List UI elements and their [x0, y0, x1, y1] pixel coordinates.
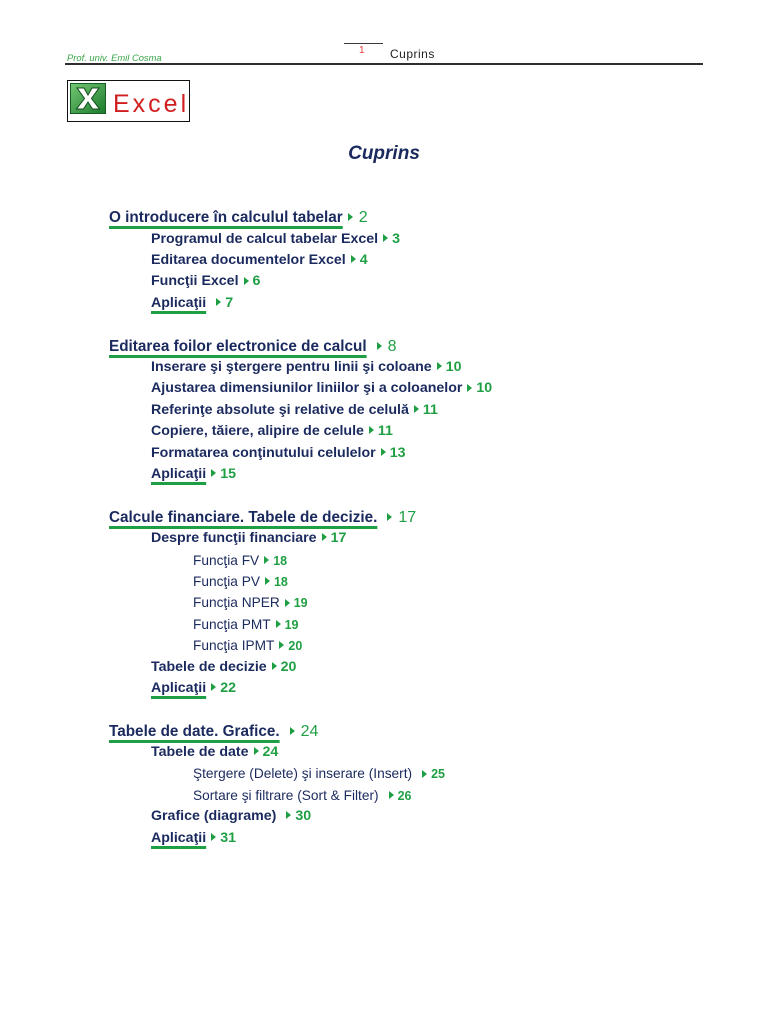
toc-entry-title: Copiere, tăiere, alipire de celule [151, 423, 364, 440]
arrow-right-icon [290, 727, 295, 735]
toc-entry[interactable] [109, 464, 492, 485]
toc-entry[interactable] [109, 742, 492, 763]
arrow-right-icon [377, 342, 382, 350]
toc-entry-title: Programul de calcul tabelar Excel [151, 230, 379, 247]
toc-page-number: 7 [225, 294, 234, 311]
header-author: Prof. univ. Emil Cosma [67, 52, 162, 63]
toc-page-number: 30 [295, 808, 312, 825]
toc-page-number: 10 [476, 380, 493, 397]
toc-page-number: 19 [293, 596, 308, 611]
toc-page-number: 15 [220, 465, 236, 482]
arrow-right-icon [265, 577, 270, 585]
toc-page-number: 11 [422, 401, 438, 418]
toc-page-number: 26 [397, 788, 412, 803]
toc-entry-title: Formatarea conţinutului celulelor [151, 444, 376, 461]
arrow-right-icon [216, 298, 221, 306]
toc-chapter-title: O introducere în calculul tabelar [109, 209, 343, 227]
arrow-right-icon [414, 405, 419, 413]
toc-entry[interactable] [109, 229, 492, 250]
arrow-right-icon [383, 234, 388, 242]
toc-page-number: 13 [389, 444, 406, 461]
toc-entry-title: Funcţii Excel [151, 273, 239, 290]
toc-entry[interactable] [109, 357, 492, 378]
excel-icon [70, 83, 106, 114]
toc-entry[interactable] [109, 378, 492, 399]
toc-subentry[interactable] [109, 763, 492, 784]
toc-entry[interactable] [109, 250, 492, 271]
arrow-right-icon [467, 384, 472, 392]
toc-section [109, 721, 492, 849]
toc-entry[interactable] [109, 421, 492, 442]
arrow-right-icon [351, 255, 356, 263]
arrow-right-icon [437, 362, 442, 370]
header-page-rule [344, 43, 383, 44]
toc-page-number: 17 [398, 508, 417, 526]
toc-page-number: 20 [280, 658, 297, 675]
toc-subentry-title: Funcţia PMT [193, 616, 271, 632]
arrow-right-icon [272, 662, 277, 670]
toc-entry-title: Aplicaţii [151, 465, 207, 482]
toc-entry-title: Aplicaţii [151, 294, 207, 311]
toc-subentry-title: Ştergere (Delete) şi inserare (Insert) [193, 766, 413, 782]
toc-subentry-title: Sortare şi filtrare (Sort & Filter) [193, 787, 379, 803]
excel-logo [67, 80, 190, 122]
toc-page-number: 3 [392, 230, 400, 247]
toc-page-number: 31 [220, 829, 236, 846]
toc-section [109, 507, 492, 700]
toc-page-number: 18 [273, 574, 288, 589]
toc-subentry[interactable] [109, 785, 492, 806]
arrow-right-icon [348, 213, 353, 221]
toc-page-number: 2 [358, 209, 368, 227]
toc-entry[interactable] [109, 657, 492, 678]
toc-entry[interactable] [109, 678, 492, 699]
arrow-right-icon [264, 556, 269, 564]
header-section-title: Cuprins [390, 47, 435, 61]
toc-entry[interactable] [109, 806, 492, 827]
toc-chapter-title: Editarea foilor electronice de calcul [109, 337, 367, 355]
arrow-right-icon [211, 469, 216, 477]
toc-section [109, 207, 492, 314]
toc-page-number: 18 [273, 553, 288, 568]
toc-page-number: 11 [377, 423, 393, 440]
toc-chapter-title: Calcule financiare. Tabele de decizie. [109, 508, 378, 526]
toc-page-number: 4 [359, 252, 368, 269]
toc-page-number: 22 [220, 679, 236, 696]
toc-entry[interactable] [109, 443, 492, 464]
toc-entry[interactable] [109, 271, 492, 292]
toc-chapter[interactable] [109, 207, 492, 228]
toc-page-number: 24 [262, 744, 279, 761]
header-rule [65, 63, 703, 65]
toc-page-number: 8 [387, 337, 397, 355]
toc-page-number: 10 [445, 359, 462, 376]
arrow-right-icon [276, 620, 281, 628]
toc-chapter[interactable] [109, 336, 492, 357]
toc-page-number: 25 [431, 767, 445, 782]
arrow-right-icon [244, 277, 249, 285]
toc-entry-title: Ajustarea dimensiunilor liniilor şi a coloanelor [151, 380, 463, 397]
arrow-right-icon [322, 533, 327, 541]
arrow-right-icon [211, 683, 216, 691]
arrow-right-icon [422, 770, 427, 778]
arrow-right-icon [369, 426, 374, 434]
toc-page-number: 19 [284, 617, 299, 632]
toc-chapter[interactable] [109, 721, 492, 742]
toc-page-number: 20 [288, 639, 303, 654]
arrow-right-icon [254, 747, 259, 755]
toc-subentry[interactable] [109, 571, 492, 592]
toc-subentry[interactable] [109, 614, 492, 635]
toc-page-number: 17 [330, 530, 347, 547]
toc-chapter[interactable] [109, 507, 492, 528]
toc-subentry[interactable] [109, 592, 492, 613]
arrow-right-icon [387, 513, 392, 521]
toc-entry[interactable] [109, 528, 492, 549]
toc-section [109, 336, 492, 486]
header-page-number: 1 [359, 45, 365, 56]
toc-entry-title: Tabele de decizie [151, 658, 267, 675]
toc-chapter-title: Tabele de date. Grafice. [109, 722, 280, 740]
toc-entry-title: Grafice (diagrame) [151, 808, 277, 825]
toc-entry-title: Referinţe absolute şi relative de celulă [151, 401, 409, 418]
toc-entry-title: Despre funcţii financiare [151, 530, 317, 547]
toc-subentry-title: Funcţia PV [193, 573, 260, 589]
toc-page-number: 24 [300, 722, 319, 740]
arrow-right-icon [389, 791, 394, 799]
toc-subentry-title: Funcţia NPER [193, 595, 280, 611]
toc-subentry-title: Funcţia FV [193, 552, 260, 568]
table-of-contents [109, 207, 492, 849]
arrow-right-icon [285, 599, 290, 607]
logo-text: Excel [113, 90, 190, 118]
page-title: Cuprins [348, 143, 420, 164]
arrow-right-icon [381, 448, 386, 456]
toc-subentry[interactable] [109, 550, 492, 571]
toc-entry[interactable] [109, 293, 492, 314]
toc-entry[interactable] [109, 400, 492, 421]
toc-entry-title: Aplicaţii [151, 679, 207, 696]
toc-page-number: 6 [252, 273, 261, 290]
arrow-right-icon [279, 641, 284, 649]
toc-subentry-title: Funcţia IPMT [193, 638, 275, 654]
toc-entry-title: Inserare şi ştergere pentru linii şi coloane [151, 359, 432, 376]
toc-entry-title: Tabele de date [151, 744, 249, 761]
toc-entry[interactable] [109, 828, 492, 849]
arrow-right-icon [211, 833, 216, 841]
toc-subentry[interactable] [109, 635, 492, 656]
toc-entry-title: Editarea documentelor Excel [151, 252, 346, 269]
toc-entry-title: Aplicaţii [151, 829, 207, 846]
arrow-right-icon [286, 811, 291, 819]
